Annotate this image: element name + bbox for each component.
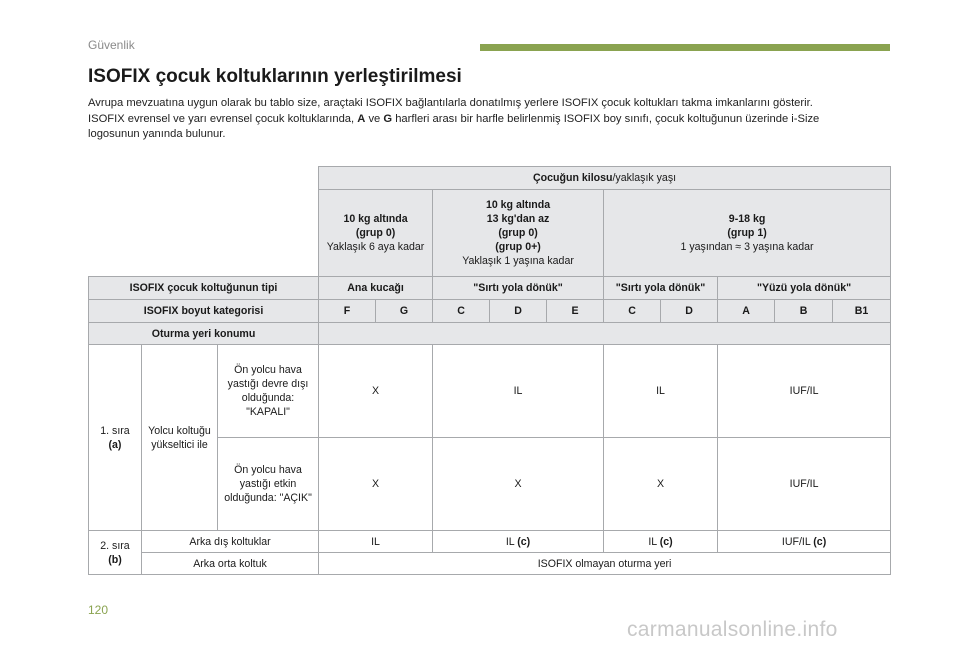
group-0plus-cell: 10 kg altında 13 kg'dan az (grup 0) (grup 0+) Yaklaşık 1 yaşına kadar [433, 190, 604, 277]
size-cell: C [433, 300, 490, 323]
intro-line-1: Avrupa mevzuatına uygun olarak bu tablo size, araçtaki ISOFIX bağlantılarla donatılmış yerlere ISOFIX çocuk koltukları takma imkanlarını gösterir. [88, 97, 813, 109]
intro-line-3: logosunun yanında bulunur. [88, 128, 226, 140]
section-accent-bar [480, 44, 890, 51]
value-cell: X [319, 438, 433, 531]
size-cell: B1 [833, 300, 891, 323]
airbag-on-cell: Ön yolcu hava yastığı etkin olduğunda: "AÇIK" [218, 438, 319, 531]
type-cell: Ana kucağı [319, 277, 433, 300]
row1-label-cell: 1. sıra (a) [89, 345, 142, 531]
watermark: carmanualsonline.info [627, 618, 838, 641]
size-row [89, 300, 891, 323]
type-row [89, 277, 891, 300]
section-label: Güvenlik [88, 38, 135, 52]
value-cell: IL (c) [433, 531, 604, 553]
weight-header-row [89, 167, 891, 190]
type-cell: "Sırtı yola dönük" [433, 277, 604, 300]
group-1-cell: 9-18 kg (grup 1) 1 yaşından ≈ 3 yaşına kadar [604, 190, 891, 277]
row2-label-cell: 2. sıra (b) [89, 531, 142, 575]
value-cell: IUF/IL [718, 438, 891, 531]
size-cell: F [319, 300, 376, 323]
group-0-cell: 10 kg altında (grup 0) Yaklaşık 6 aya kadar [319, 190, 433, 277]
type-row-label: ISOFIX çocuk koltuğunun tipi [89, 277, 319, 300]
airbag-off-cell: Ön yolcu hava yastığı devre dışı olduğunda: "KAPALI" [218, 345, 319, 438]
value-cell: X [433, 438, 604, 531]
middle-value-cell: ISOFIX olmayan oturma yeri [319, 553, 891, 575]
size-cell: D [661, 300, 718, 323]
value-cell: IL [433, 345, 604, 438]
size-cell: C [604, 300, 661, 323]
position-label: Oturma yeri konumu [89, 323, 319, 345]
size-cell: B [775, 300, 833, 323]
size-cell: E [547, 300, 604, 323]
value-cell: IL [604, 345, 718, 438]
page-title: ISOFIX çocuk koltuklarının yerleştirilmesi [88, 66, 462, 87]
value-cell: IUF/IL [718, 345, 891, 438]
weight-header: Çocuğun kilosu/yaklaşık yaşı [319, 167, 891, 190]
value-cell: IL [319, 531, 433, 553]
type-cell: "Sırtı yola dönük" [604, 277, 718, 300]
size-cell: A [718, 300, 775, 323]
row2-outer [89, 531, 891, 553]
position-header-row [89, 323, 891, 345]
group-row [89, 190, 891, 277]
size-row-label: ISOFIX boyut kategorisi [89, 300, 319, 323]
type-cell: "Yüzü yola dönük" [718, 277, 891, 300]
outer-seat-cell: Arka dış koltuklar [142, 531, 319, 553]
middle-seat-cell: Arka orta koltuk [142, 553, 319, 575]
size-cell: G [376, 300, 433, 323]
isofix-table [88, 166, 891, 575]
page-number: 120 [88, 603, 109, 617]
row2-middle [89, 553, 891, 575]
intro-line-2: ISOFIX evrensel ve yarı evrensel çocuk koltuklarında, A ve G harfleri arası bir harfle belirlenmiş ISOFIX boy sınıfı, çocuk koltuğunun üzerinde i-Size [88, 112, 820, 125]
row1-seat-cell: Yolcu koltuğu yükseltici ile [142, 345, 218, 531]
value-cell: X [319, 345, 433, 438]
size-cell: D [490, 300, 547, 323]
intro-paragraph [88, 96, 888, 143]
value-cell: X [604, 438, 718, 531]
value-cell: IL (c) [604, 531, 718, 553]
row1-airbag-off [89, 345, 891, 438]
value-cell: IUF/IL (c) [718, 531, 891, 553]
